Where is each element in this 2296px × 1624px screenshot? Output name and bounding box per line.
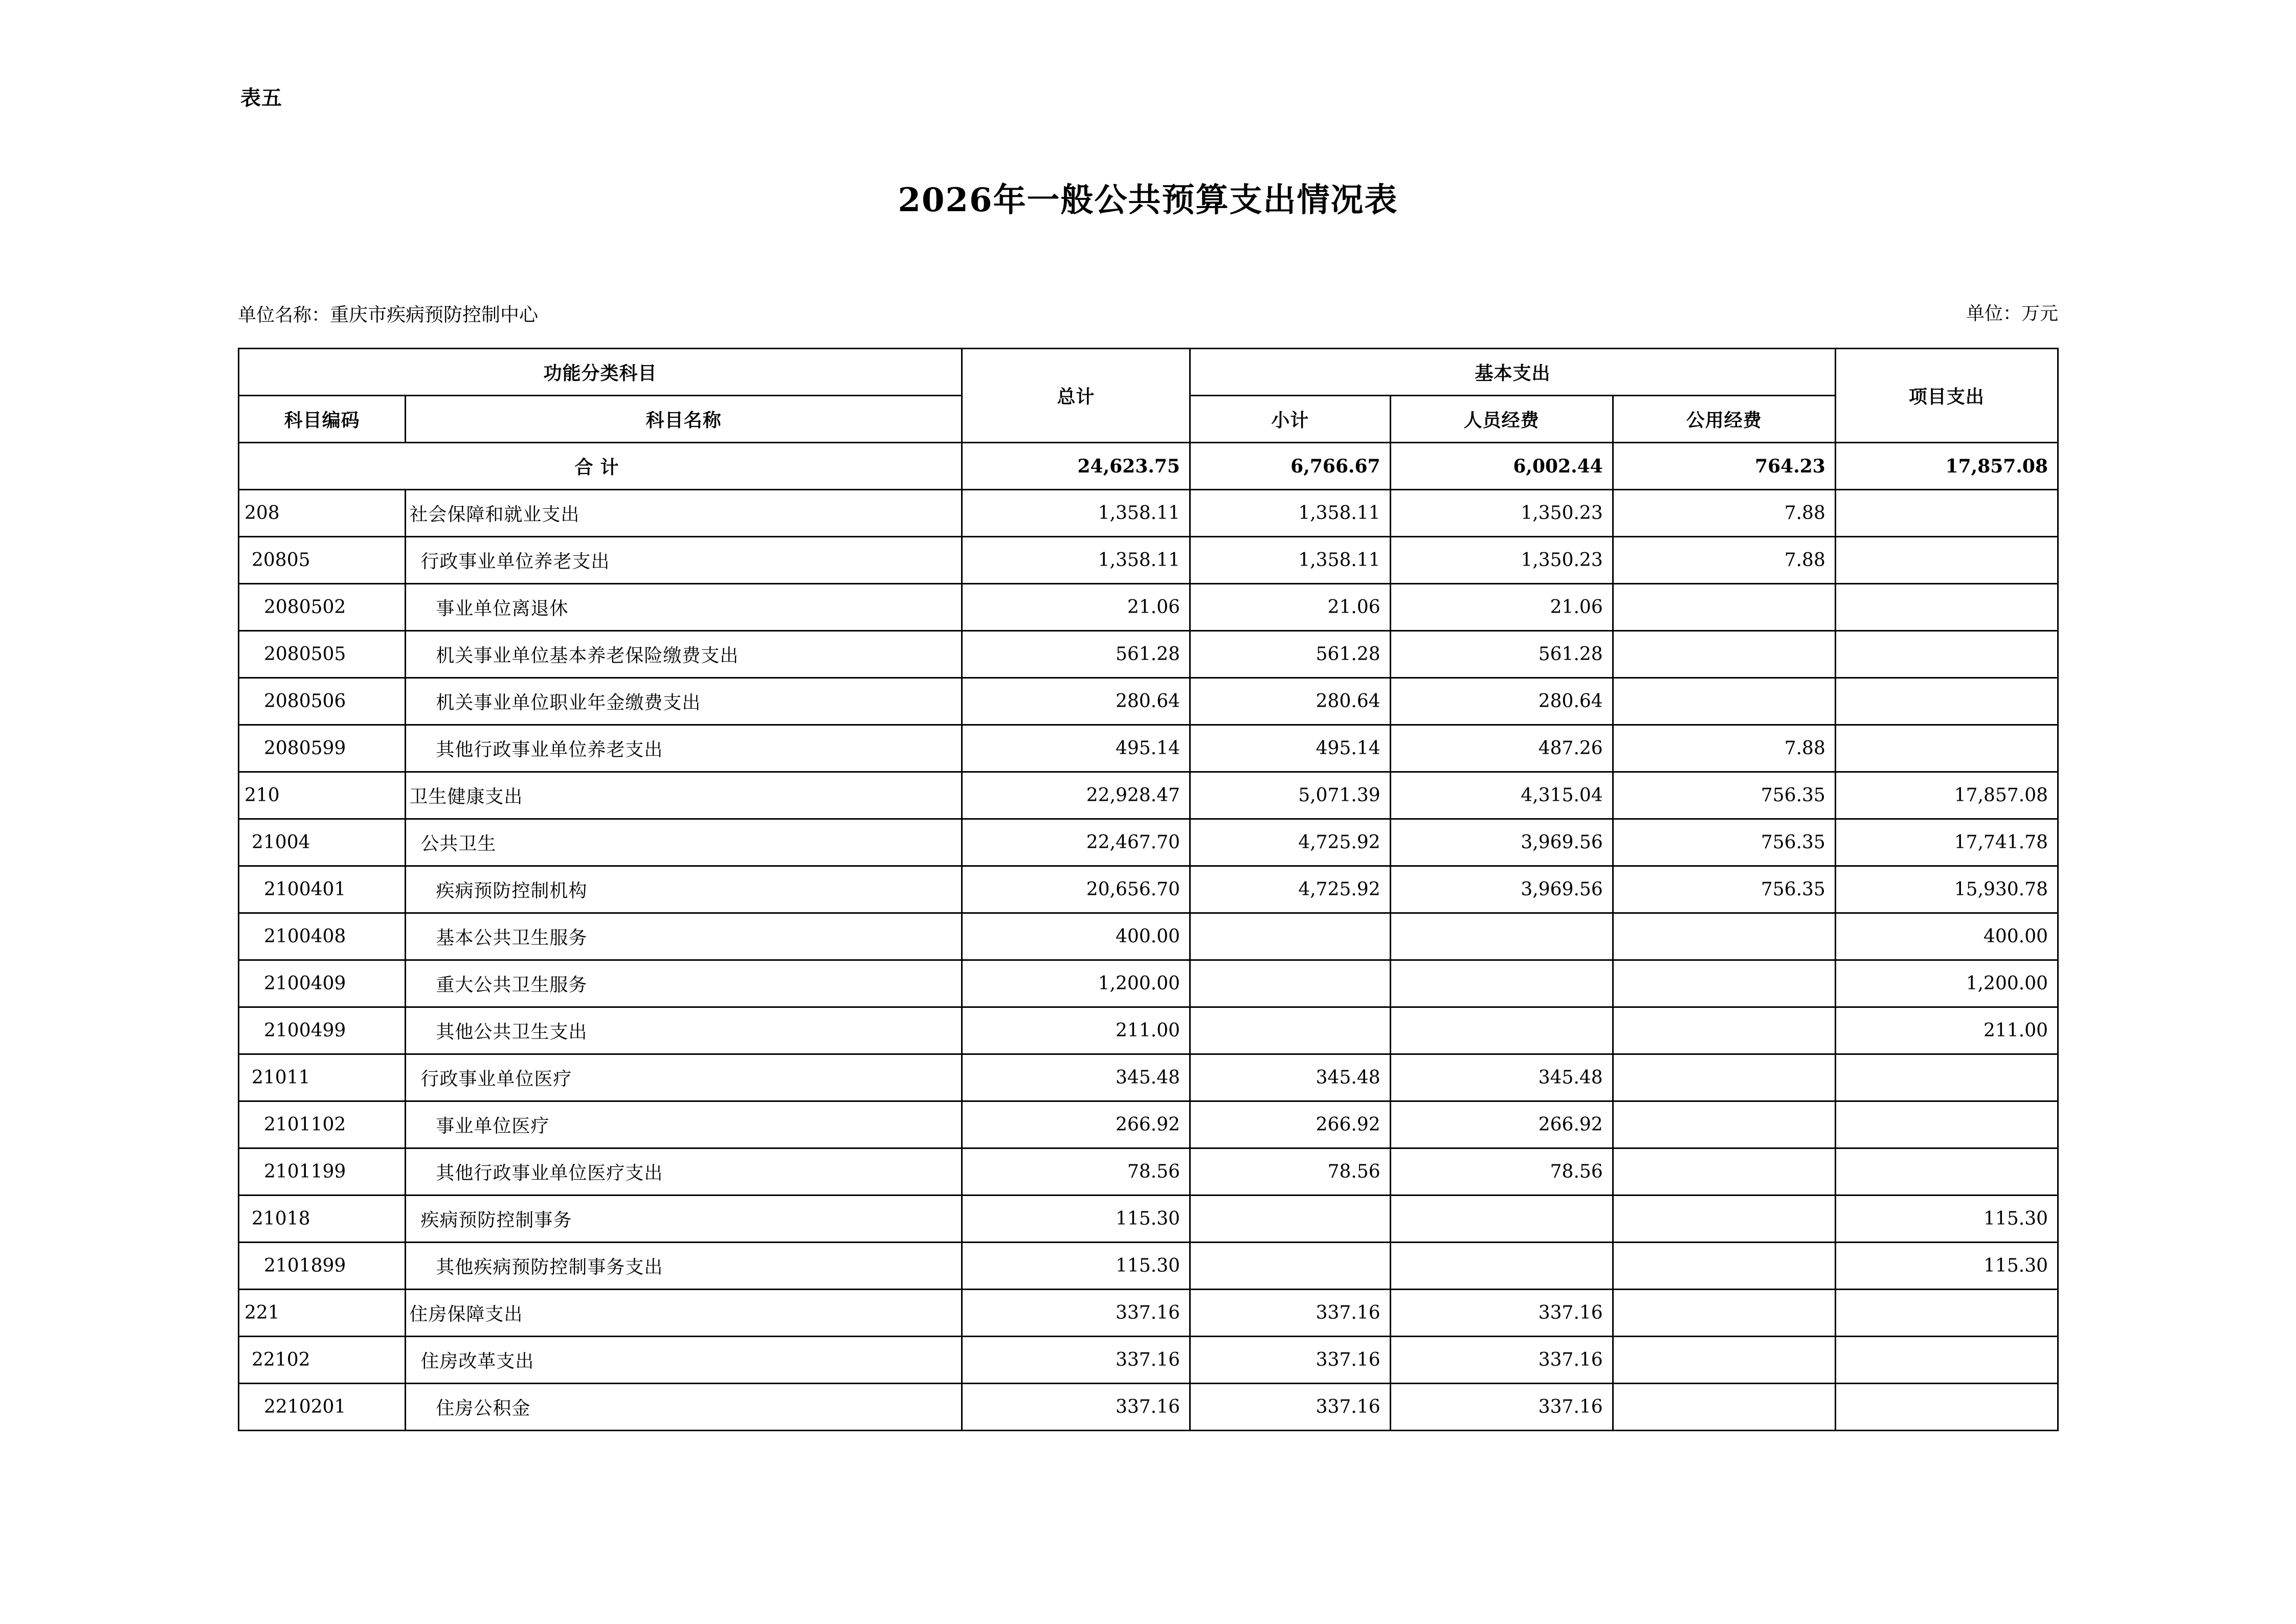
cell-subtotal: 495.14 <box>1190 725 1391 772</box>
cell-subject-name: 疾病预防控制事务 <box>406 1196 962 1243</box>
cell-personnel: 78.56 <box>1390 1148 1613 1196</box>
cell-code: 2100408 <box>239 913 406 960</box>
cell-personnel: 487.26 <box>1390 725 1613 772</box>
table-row <box>239 1337 2058 1384</box>
cell-subject-name: 行政事业单位医疗 <box>406 1054 962 1101</box>
table-row <box>239 960 2058 1007</box>
cell-personnel: 3,969.56 <box>1390 819 1613 866</box>
header-name: 科目名称 <box>406 396 962 443</box>
cell-code: 2080599 <box>239 725 406 772</box>
cell-project <box>1835 631 2058 678</box>
cell-subtotal: 4,725.92 <box>1190 819 1391 866</box>
cell-subtotal: 337.16 <box>1190 1337 1391 1384</box>
cell-personnel <box>1390 1196 1613 1243</box>
cell-personnel <box>1390 913 1613 960</box>
cell-subject-name: 其他疾病预防控制事务支出 <box>406 1243 962 1290</box>
cell-total: 22,467.70 <box>962 819 1190 866</box>
cell-subject-name: 基本公共卫生服务 <box>406 913 962 960</box>
cell-project: 115.30 <box>1835 1196 2058 1243</box>
sheet-label: 表五 <box>240 86 282 110</box>
cell-public <box>1613 678 1835 725</box>
cell-project: 1,200.00 <box>1835 960 2058 1007</box>
cell-project <box>1835 584 2058 631</box>
cell-code: 21011 <box>239 1054 406 1101</box>
cell-public <box>1613 1243 1835 1290</box>
total-row-subtotal: 6,766.67 <box>1190 443 1391 490</box>
cell-subtotal <box>1190 1007 1391 1054</box>
header-subtotal: 小计 <box>1190 396 1391 443</box>
cell-project: 115.30 <box>1835 1243 2058 1290</box>
header-public: 公用经费 <box>1613 396 1835 443</box>
cell-subject-name: 公共卫生 <box>406 819 962 866</box>
cell-subtotal: 1,358.11 <box>1190 490 1391 537</box>
table-row <box>239 772 2058 819</box>
table-row <box>239 866 2058 913</box>
cell-project <box>1835 1337 2058 1384</box>
table-row <box>239 1290 2058 1337</box>
table-row <box>239 1101 2058 1148</box>
unit-name-label: 单位名称： <box>238 305 330 326</box>
cell-code: 2080502 <box>239 584 406 631</box>
cell-project <box>1835 490 2058 537</box>
cell-code: 21004 <box>239 819 406 866</box>
header-project: 项目支出 <box>1835 349 2058 443</box>
table-row <box>239 913 2058 960</box>
cell-project <box>1835 537 2058 584</box>
total-row-project: 17,857.08 <box>1835 443 2058 490</box>
cell-public <box>1613 1101 1835 1148</box>
cell-total: 1,358.11 <box>962 537 1190 584</box>
cell-public <box>1613 1148 1835 1196</box>
cell-code: 21018 <box>239 1196 406 1243</box>
cell-code: 2100499 <box>239 1007 406 1054</box>
table-header-row-1 <box>239 349 2058 396</box>
cell-total: 495.14 <box>962 725 1190 772</box>
header-basic-group: 基本支出 <box>1190 349 1836 396</box>
budget-table <box>238 348 2059 1431</box>
cell-total: 20,656.70 <box>962 866 1190 913</box>
cell-public <box>1613 960 1835 1007</box>
table-row <box>239 1196 2058 1243</box>
table-body <box>239 443 2058 1431</box>
cell-total: 337.16 <box>962 1290 1190 1337</box>
cell-public: 7.88 <box>1613 490 1835 537</box>
cell-total: 337.16 <box>962 1384 1190 1431</box>
cell-total: 345.48 <box>962 1054 1190 1101</box>
cell-personnel: 561.28 <box>1390 631 1613 678</box>
cell-public <box>1613 1007 1835 1054</box>
cell-subtotal <box>1190 960 1391 1007</box>
cell-personnel: 345.48 <box>1390 1054 1613 1101</box>
cell-subtotal: 5,071.39 <box>1190 772 1391 819</box>
cell-total: 561.28 <box>962 631 1190 678</box>
cell-subtotal <box>1190 1243 1391 1290</box>
unit-name-block <box>238 299 538 327</box>
cell-project: 400.00 <box>1835 913 2058 960</box>
cell-subject-name: 事业单位医疗 <box>406 1101 962 1148</box>
cell-subtotal: 78.56 <box>1190 1148 1391 1196</box>
cell-personnel: 21.06 <box>1390 584 1613 631</box>
table-row <box>239 725 2058 772</box>
cell-code: 2101102 <box>239 1101 406 1148</box>
cell-project: 17,741.78 <box>1835 819 2058 866</box>
cell-subject-name: 其他行政事业单位医疗支出 <box>406 1148 962 1196</box>
cell-code: 20805 <box>239 537 406 584</box>
cell-subject-name: 重大公共卫生服务 <box>406 960 962 1007</box>
cell-public: 756.35 <box>1613 772 1835 819</box>
cell-personnel <box>1390 1243 1613 1290</box>
cell-public <box>1613 631 1835 678</box>
header-personnel: 人员经费 <box>1390 396 1613 443</box>
cell-personnel: 337.16 <box>1390 1337 1613 1384</box>
cell-subject-name: 事业单位离退休 <box>406 584 962 631</box>
cell-public <box>1613 584 1835 631</box>
cell-personnel: 3,969.56 <box>1390 866 1613 913</box>
total-row-public: 764.23 <box>1613 443 1835 490</box>
cell-total: 266.92 <box>962 1101 1190 1148</box>
table-row <box>239 1007 2058 1054</box>
cell-subtotal <box>1190 1196 1391 1243</box>
cell-project <box>1835 1054 2058 1101</box>
total-row-label: 合计 <box>239 443 962 490</box>
cell-total: 337.16 <box>962 1337 1190 1384</box>
cell-total: 115.30 <box>962 1196 1190 1243</box>
table-row <box>239 819 2058 866</box>
cell-public: 7.88 <box>1613 537 1835 584</box>
cell-total: 400.00 <box>962 913 1190 960</box>
cell-subtotal: 561.28 <box>1190 631 1391 678</box>
cell-subtotal: 337.16 <box>1190 1384 1391 1431</box>
cell-code: 2100409 <box>239 960 406 1007</box>
cell-public <box>1613 1384 1835 1431</box>
cell-code: 2080505 <box>239 631 406 678</box>
cell-subject-name: 住房保障支出 <box>406 1290 962 1337</box>
cell-code: 208 <box>239 490 406 537</box>
total-row-total: 24,623.75 <box>962 443 1190 490</box>
cell-total: 280.64 <box>962 678 1190 725</box>
cell-project: 17,857.08 <box>1835 772 2058 819</box>
cell-total: 211.00 <box>962 1007 1190 1054</box>
cell-total: 21.06 <box>962 584 1190 631</box>
cell-project <box>1835 725 2058 772</box>
cell-total: 1,200.00 <box>962 960 1190 1007</box>
table-row <box>239 1054 2058 1101</box>
cell-subject-name: 行政事业单位养老支出 <box>406 537 962 584</box>
cell-total: 78.56 <box>962 1148 1190 1196</box>
table-row <box>239 1243 2058 1290</box>
cell-subject-name: 住房改革支出 <box>406 1337 962 1384</box>
header-function-group: 功能分类科目 <box>239 349 962 396</box>
cell-project <box>1835 1148 2058 1196</box>
cell-subtotal: 21.06 <box>1190 584 1391 631</box>
cell-public <box>1613 913 1835 960</box>
meta-row <box>238 299 2058 325</box>
cell-code: 221 <box>239 1290 406 1337</box>
table-row <box>239 678 2058 725</box>
cell-subtotal: 266.92 <box>1190 1101 1391 1148</box>
cell-total: 1,358.11 <box>962 490 1190 537</box>
cell-code: 2210201 <box>239 1384 406 1431</box>
cell-personnel: 1,350.23 <box>1390 490 1613 537</box>
cell-subtotal: 280.64 <box>1190 678 1391 725</box>
cell-personnel: 280.64 <box>1390 678 1613 725</box>
page-title: 2026年一般公共预算支出情况表 <box>898 181 1398 219</box>
cell-subject-name: 机关事业单位职业年金缴费支出 <box>406 678 962 725</box>
cell-project: 15,930.78 <box>1835 866 2058 913</box>
table-total-row <box>239 443 2058 490</box>
cell-subtotal: 4,725.92 <box>1190 866 1391 913</box>
cell-public: 756.35 <box>1613 819 1835 866</box>
cell-subtotal: 345.48 <box>1190 1054 1391 1101</box>
cell-project <box>1835 1290 2058 1337</box>
cell-personnel: 1,350.23 <box>1390 537 1613 584</box>
cell-subtotal: 337.16 <box>1190 1290 1391 1337</box>
cell-code: 2101899 <box>239 1243 406 1290</box>
cell-subject-name: 住房公积金 <box>406 1384 962 1431</box>
cell-public <box>1613 1196 1835 1243</box>
table-row <box>239 584 2058 631</box>
cell-subject-name: 其他行政事业单位养老支出 <box>406 725 962 772</box>
table-row <box>239 1384 2058 1431</box>
cell-project: 211.00 <box>1835 1007 2058 1054</box>
cell-project <box>1835 1384 2058 1431</box>
cell-code: 2101199 <box>239 1148 406 1196</box>
cell-subject-name: 疾病预防控制机构 <box>406 866 962 913</box>
table-row <box>239 537 2058 584</box>
cell-public <box>1613 1337 1835 1384</box>
header-total: 总计 <box>962 349 1190 443</box>
cell-personnel: 337.16 <box>1390 1290 1613 1337</box>
cell-total: 22,928.47 <box>962 772 1190 819</box>
cell-code: 22102 <box>239 1337 406 1384</box>
unit-name-value: 重庆市疾病预防控制中心 <box>330 304 539 326</box>
table-row <box>239 1148 2058 1196</box>
cell-subject-name: 其他公共卫生支出 <box>406 1007 962 1054</box>
total-row-personnel: 6,002.44 <box>1390 443 1613 490</box>
cell-personnel <box>1390 1007 1613 1054</box>
table-row <box>239 490 2058 537</box>
header-code: 科目编码 <box>239 396 406 443</box>
cell-code: 210 <box>239 772 406 819</box>
cell-personnel <box>1390 960 1613 1007</box>
cell-subject-name: 社会保障和就业支出 <box>406 490 962 537</box>
cell-public <box>1613 1054 1835 1101</box>
cell-subtotal: 1,358.11 <box>1190 537 1391 584</box>
table-row <box>239 631 2058 678</box>
amount-unit-label: 单位：万元 <box>1966 303 2058 324</box>
cell-subject-name: 卫生健康支出 <box>406 772 962 819</box>
cell-project <box>1835 1101 2058 1148</box>
cell-subtotal <box>1190 913 1391 960</box>
cell-total: 115.30 <box>962 1243 1190 1290</box>
cell-subject-name: 机关事业单位基本养老保险缴费支出 <box>406 631 962 678</box>
cell-public <box>1613 1290 1835 1337</box>
cell-project <box>1835 678 2058 725</box>
cell-personnel: 4,315.04 <box>1390 772 1613 819</box>
cell-public: 756.35 <box>1613 866 1835 913</box>
cell-personnel: 266.92 <box>1390 1101 1613 1148</box>
cell-code: 2080506 <box>239 678 406 725</box>
cell-public: 7.88 <box>1613 725 1835 772</box>
cell-code: 2100401 <box>239 866 406 913</box>
cell-personnel: 337.16 <box>1390 1384 1613 1431</box>
